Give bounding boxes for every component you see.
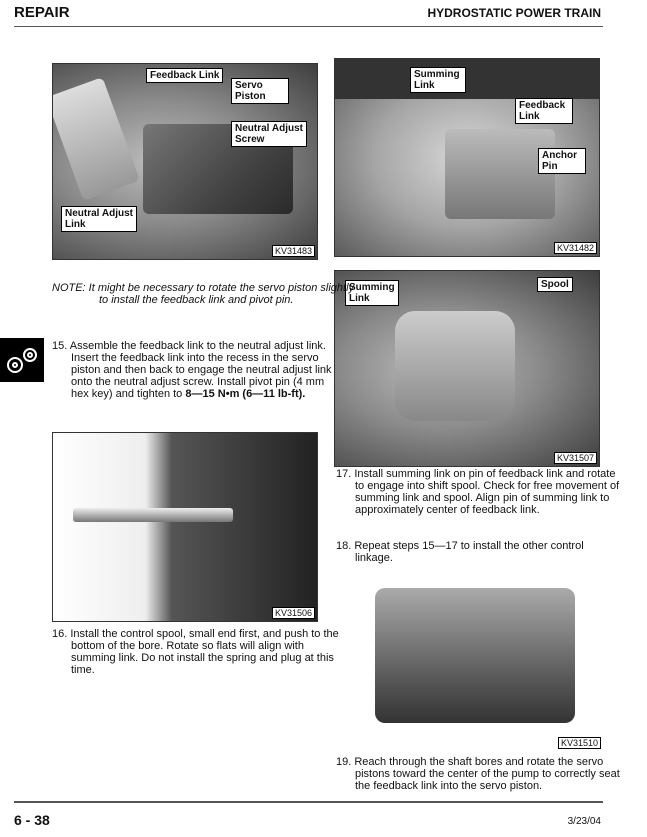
photo-summing-link-anchor	[334, 58, 600, 257]
step-15	[52, 340, 336, 400]
photo-feedback-link-assembly	[52, 63, 318, 260]
step-19: 19. Reach through the shaft bores and rotate the servo pistons toward the center of the pump to correctly seat the feedback link into the servo piston.	[336, 756, 620, 792]
chapter-title: HYDROSTATIC POWER TRAIN	[427, 6, 601, 20]
label-neutral-adjust-link: Neutral Adjust Link	[61, 206, 137, 232]
figure-id: KV31482	[554, 242, 597, 254]
step-18: 18. Repeat steps 15—17 to install the other control linkage.	[336, 540, 584, 564]
label-summing-link: Summing Link	[410, 67, 466, 93]
photo-control-spool-install	[52, 432, 318, 622]
photo-summing-link-spool	[334, 270, 600, 467]
footer-rule	[14, 801, 603, 803]
page-number: 6 - 38	[14, 812, 50, 828]
step-15-torque: 8—15 N•m (6—11 lb-ft).	[185, 388, 306, 400]
note-text: NOTE: It might be necessary to rotate the servo piston slightly to install the feedback link and pivot pin.	[52, 282, 355, 306]
step-15-text: 15. Assemble the feedback link to the neutral adjust link. Insert the feedback link into the recess in the servo piston and then back to engage the neutral adjust link onto the neutral adjust screw. Install pivot pin (4 mm hex key) and tighten to	[52, 340, 332, 400]
label-feedback-link: Feedback Link	[515, 98, 573, 124]
label-neutral-adjust-screw: Neutral Adjust Screw	[231, 121, 307, 147]
step-17: 17. Install summing link on pin of feedback link and rotate to engage into shift spool. Check for free movement of summing link and spool. Align pin of summing link to approximately center of feedback link.	[336, 468, 620, 516]
section-tab-gears-icon	[0, 338, 44, 382]
section-title: REPAIR	[14, 4, 70, 21]
label-feedback-link: Feedback Link	[146, 68, 223, 83]
figure-id: KV31506	[272, 607, 315, 619]
label-spool: Spool	[537, 277, 573, 292]
photo-pump-servo-pistons	[370, 580, 580, 732]
figure-id: KV31507	[554, 452, 597, 464]
header-rule	[14, 26, 603, 27]
label-anchor-pin: Anchor Pin	[538, 148, 586, 174]
revision-date: 3/23/04	[567, 816, 601, 827]
figure-id: KV31510	[558, 737, 601, 749]
step-16: 16. Install the control spool, small end first, and push to the bottom of the bore. Rotate so flats will align with summing link. Do not install the spring and plug at this time.	[52, 628, 339, 676]
label-summing-link: Summing Link	[345, 280, 399, 306]
label-servo-piston: Servo Piston	[231, 78, 289, 104]
figure-id: KV31483	[272, 245, 315, 257]
